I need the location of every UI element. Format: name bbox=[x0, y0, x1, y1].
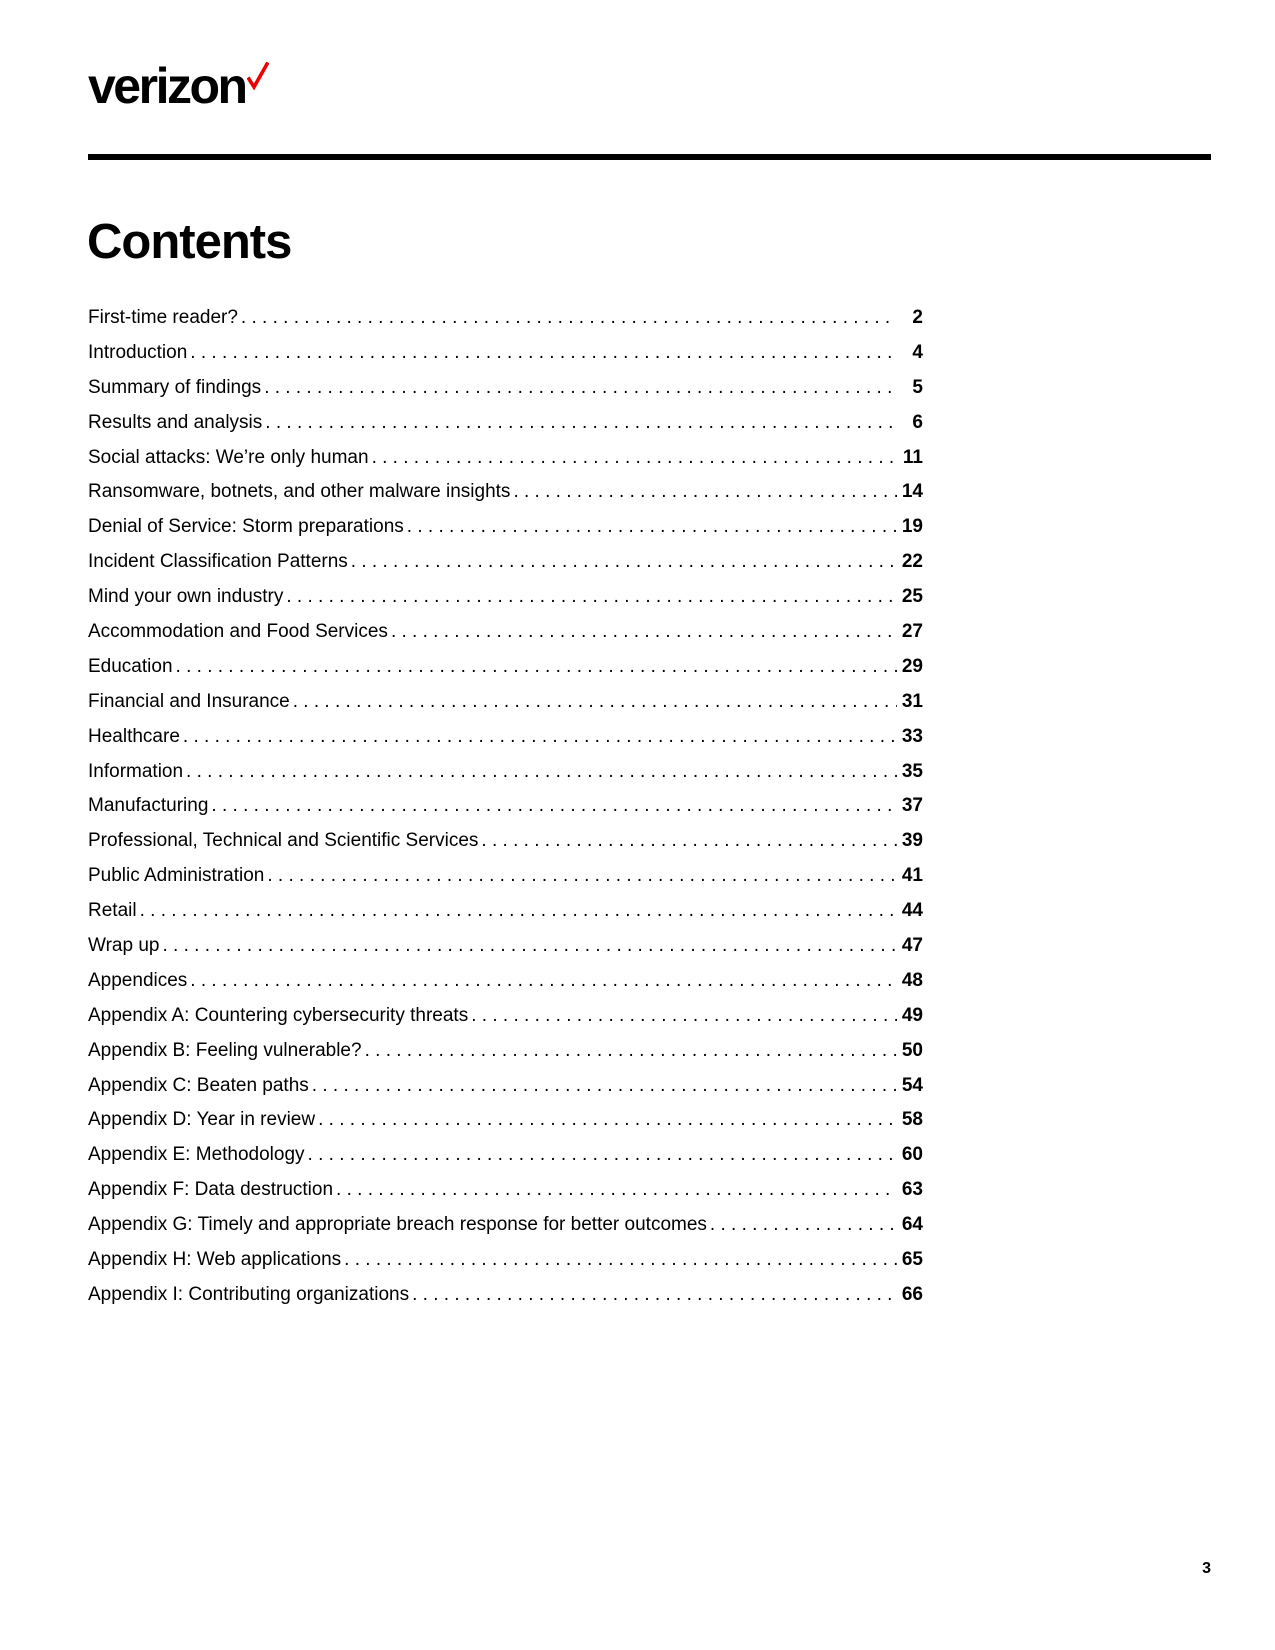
toc-entry[interactable] bbox=[88, 621, 923, 656]
dot-leader bbox=[372, 447, 897, 469]
toc-entry-page: 39 bbox=[901, 830, 923, 852]
toc-entry-page: 60 bbox=[901, 1144, 923, 1166]
dot-leader bbox=[312, 1075, 897, 1097]
toc-entry-label: Financial and Insurance bbox=[88, 690, 290, 712]
toc-entry-label: Manufacturing bbox=[88, 795, 209, 817]
page-number: 3 bbox=[1202, 1560, 1211, 1577]
toc-entry-label: Information bbox=[88, 760, 184, 782]
dot-leader bbox=[190, 970, 897, 992]
toc-entry[interactable] bbox=[88, 1249, 923, 1284]
toc-entry-page: 37 bbox=[901, 795, 923, 817]
logo-wordmark: verizon bbox=[88, 58, 246, 114]
toc-entry[interactable] bbox=[88, 342, 923, 377]
toc-entry[interactable] bbox=[88, 377, 923, 412]
dot-leader bbox=[265, 412, 897, 434]
dot-leader bbox=[318, 1109, 897, 1131]
dot-leader bbox=[286, 586, 897, 608]
dot-leader bbox=[293, 691, 897, 713]
toc-entry-label: Appendix H: Web applications bbox=[88, 1249, 342, 1271]
dot-leader bbox=[365, 1040, 897, 1062]
toc-entry[interactable] bbox=[88, 412, 923, 447]
toc-entry[interactable] bbox=[88, 656, 923, 691]
toc-entry-page: 64 bbox=[901, 1214, 923, 1236]
toc-entry[interactable] bbox=[88, 516, 923, 551]
verizon-logo bbox=[88, 58, 269, 114]
toc-entry-page: 35 bbox=[901, 760, 923, 782]
toc-entry[interactable] bbox=[88, 1109, 923, 1144]
toc-entry[interactable] bbox=[88, 795, 923, 830]
toc-entry-label: Social attacks: We’re only human bbox=[88, 446, 369, 468]
toc-entry-page: 33 bbox=[901, 725, 923, 747]
toc-entry-page: 65 bbox=[901, 1249, 923, 1271]
dot-leader bbox=[412, 1284, 897, 1306]
dot-leader bbox=[513, 481, 897, 503]
toc-entry-label: Results and analysis bbox=[88, 411, 263, 433]
toc-entry-label: Ransomware, botnets, and other malware insights bbox=[88, 481, 511, 503]
toc-entry-page: 44 bbox=[901, 900, 923, 922]
toc-entry-label: Appendix D: Year in review bbox=[88, 1109, 316, 1131]
toc-entry-label: First-time reader? bbox=[88, 307, 238, 328]
header-divider bbox=[88, 154, 1211, 160]
toc-entry[interactable] bbox=[88, 1075, 923, 1110]
toc-entry-page: 27 bbox=[901, 621, 923, 643]
toc-entry-label: Summary of findings bbox=[88, 376, 262, 398]
toc-entry-page: 49 bbox=[901, 1004, 923, 1026]
toc-entry-label: Introduction bbox=[88, 341, 188, 363]
toc-entry-label: Appendix F: Data destruction bbox=[88, 1179, 334, 1201]
dot-leader bbox=[407, 516, 897, 538]
toc-entry-page: 29 bbox=[901, 655, 923, 677]
toc-entry-page: 50 bbox=[901, 1039, 923, 1061]
toc-entry-page: 48 bbox=[901, 969, 923, 991]
toc-entry[interactable] bbox=[88, 865, 923, 900]
toc-entry-page: 22 bbox=[901, 551, 923, 573]
toc-entry-page: 47 bbox=[901, 935, 923, 957]
toc-entry-label: Appendix C: Beaten paths bbox=[88, 1074, 309, 1096]
toc-entry-page: 2 bbox=[912, 307, 923, 328]
toc-entry-page: 19 bbox=[901, 516, 923, 538]
toc-entry[interactable] bbox=[88, 970, 923, 1005]
toc-entry[interactable] bbox=[88, 551, 923, 586]
dot-leader bbox=[267, 865, 897, 887]
dot-leader bbox=[183, 726, 897, 748]
toc-entry[interactable] bbox=[88, 1144, 923, 1179]
toc-entry[interactable] bbox=[88, 447, 923, 482]
toc-entry-label: Accommodation and Food Services bbox=[88, 621, 388, 643]
toc-entry-page: 54 bbox=[901, 1074, 923, 1096]
toc-entry-label: Appendix B: Feeling vulnerable? bbox=[88, 1039, 362, 1061]
toc-entry-label: Appendix E: Methodology bbox=[88, 1144, 305, 1166]
dot-leader bbox=[241, 307, 897, 329]
toc-entry-label: Incident Classification Patterns bbox=[88, 551, 348, 573]
toc-entry[interactable] bbox=[88, 586, 923, 621]
toc-entry[interactable] bbox=[88, 1179, 923, 1214]
toc-entry-page: 58 bbox=[901, 1109, 923, 1131]
toc-entry[interactable] bbox=[88, 726, 923, 761]
toc-entry-page: 6 bbox=[912, 411, 923, 433]
dot-leader bbox=[140, 900, 897, 922]
dot-leader bbox=[344, 1249, 897, 1271]
dot-leader bbox=[308, 1144, 897, 1166]
dot-leader bbox=[162, 935, 897, 957]
dot-leader bbox=[190, 342, 897, 364]
dot-leader bbox=[176, 656, 897, 678]
toc-entry[interactable] bbox=[88, 1040, 923, 1075]
dot-leader bbox=[264, 377, 897, 399]
toc-entry-label: Denial of Service: Storm preparations bbox=[88, 516, 404, 538]
checkmark-icon bbox=[247, 62, 269, 90]
page-title: Contents bbox=[87, 215, 292, 269]
toc-entry[interactable] bbox=[88, 761, 923, 796]
toc-entry[interactable] bbox=[88, 1214, 923, 1249]
dot-leader bbox=[336, 1179, 897, 1201]
toc-entry-page: 5 bbox=[912, 376, 923, 398]
toc-entry-page: 41 bbox=[901, 865, 923, 887]
toc-entry-page: 25 bbox=[901, 586, 923, 608]
toc-entry-label: Healthcare bbox=[88, 725, 180, 747]
toc-entry-page: 31 bbox=[901, 690, 923, 712]
toc-entry[interactable] bbox=[88, 481, 923, 516]
toc-entry-label: Mind your own industry bbox=[88, 586, 284, 608]
toc-entry-label: Professional, Technical and Scientific Services bbox=[88, 830, 479, 852]
toc-entry[interactable] bbox=[88, 830, 923, 865]
toc-entry-page: 63 bbox=[901, 1179, 923, 1201]
toc-entry-page: 4 bbox=[912, 341, 923, 363]
toc-entry-label: Appendices bbox=[88, 969, 188, 991]
toc-entry[interactable] bbox=[88, 935, 923, 970]
toc-entry-label: Appendix I: Contributing organizations bbox=[88, 1283, 410, 1305]
dot-leader bbox=[471, 1005, 897, 1027]
dot-leader bbox=[481, 830, 897, 852]
toc-entry-label: Appendix A: Countering cybersecurity threats bbox=[88, 1004, 469, 1026]
toc-entry-label: Public Administration bbox=[88, 865, 265, 887]
toc-entry-label: Retail bbox=[88, 900, 137, 922]
dot-leader bbox=[710, 1214, 897, 1236]
toc-entry-page: 11 bbox=[902, 446, 923, 468]
toc-entry-label: Education bbox=[88, 655, 173, 677]
table-of-contents bbox=[88, 307, 923, 1319]
toc-entry-label: Wrap up bbox=[88, 935, 160, 957]
toc-entry-label: Appendix G: Timely and appropriate breach response for better outcomes bbox=[88, 1214, 707, 1236]
toc-entry[interactable] bbox=[88, 1005, 923, 1040]
dot-leader bbox=[186, 761, 897, 783]
toc-entry[interactable] bbox=[88, 691, 923, 726]
toc-entry[interactable] bbox=[88, 307, 923, 342]
toc-entry-page: 14 bbox=[901, 481, 923, 503]
toc-entry-page: 66 bbox=[901, 1283, 923, 1305]
toc-entry[interactable] bbox=[88, 1284, 923, 1319]
dot-leader bbox=[391, 621, 897, 643]
toc-entry[interactable] bbox=[88, 900, 923, 935]
dot-leader bbox=[351, 551, 897, 573]
dot-leader bbox=[211, 795, 897, 817]
